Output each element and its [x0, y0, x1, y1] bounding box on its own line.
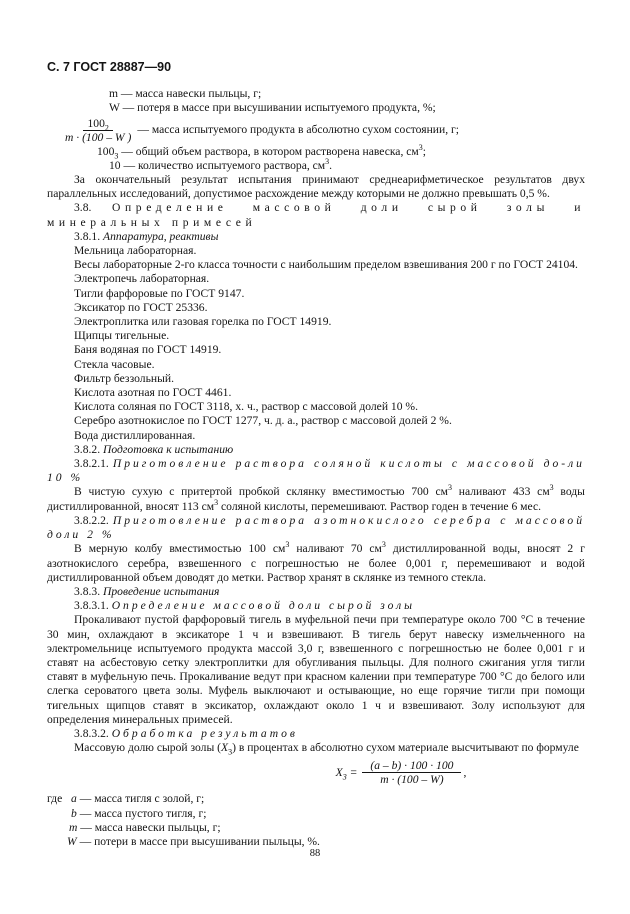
equipment-item: Кислота соляная по ГОСТ 3118, х. ч., раствор с массовой долей 10 %.: [74, 400, 418, 414]
final-result-paragraph: За окончательный результат испытания принимают среднеарифметическое результатов двух параллельных исследований, допустимое расхождение между которыми не должно превышать 0,5 %.: [47, 173, 585, 201]
paragraph-3-8-3-2: Массовую долю сырой золы $(X_3)$ в процентах в абсолютно сухом материале высчитывают по формуле: [74, 741, 579, 757]
section-3-8-3-2-heading: 3.8.3.2. Обработка результатов: [74, 726, 298, 740]
fraction-definition: [61, 117, 585, 144]
def-w: W — потеря в массе при высушивании испытуемого продукта, %;: [109, 101, 436, 115]
page-header: С. 7 ГОСТ 28887—90: [47, 60, 172, 74]
mass-fraction: $\frac{100_2}{m \cdot (100 - W )}$: [65, 116, 132, 144]
paragraph-3-8-3-1: Прокаливают пустой фарфоровый тигель в муфельной печи при температуре около 700 °С в течение 30 мин, охлаждают в эксикаторе 1 ч и взвешивают. В тигель берут навеску измельченного на электромельнице испытуемого продукта массой 3,0 г, взвешенного с погрешностью не более 0,001 г и ставят на асбестовую сетку электроплитки для обугливания пыльцы. Для полного сжигания угля тигли ставят в муфельную печь. Прокаливание ведут при красном калении при температуре 700 °С до белого или слегка сероватого цвета золы. Муфель выключают и остывающие, но еще горячие тигли при помощи тигельных щипцов ставят в эксикатор, охлаждают около 1 ч и взвешивают. Золу используют для определения минеральных примесей.: [47, 613, 585, 726]
equipment-item: Вода дистиллированная.: [74, 428, 196, 442]
document-page: [47, 60, 585, 849]
equipment-item: Эксикатор по ГОСТ 25336.: [74, 300, 208, 314]
fraction-def-text: — масса испытуемого продукта в абсолютно сухом состоянии, г;: [137, 123, 459, 136]
section-3-8-2-1-heading: 3.8.2.1. Приготовление раствора соляной кислоты с массовой до-ли 10 %: [47, 457, 585, 485]
page-number: 88: [309, 848, 321, 859]
variable-def: b — масса пустого тигля, г;: [71, 806, 207, 820]
equipment-item: Серебро азотнокислое по ГОСТ 1277, ч. д. а., раствор с массовой долей 2 %.: [74, 414, 452, 428]
paragraph-3-8-2-1: В чистую сухую с притертой пробкой склянку вместимостью 700 $см^3$ наливают 433 $см^3$ воды дистиллированной, вносят 113 $см^3$ соляной кислоты, перемешивают. Раствор годен в течение 6 мес.: [47, 483, 585, 513]
variable-def: m — масса навески пыльцы, г;: [69, 820, 221, 834]
equipment-item: Щипцы тигельные.: [74, 329, 170, 343]
equipment-item: Электропечь лабораторная.: [74, 272, 210, 286]
section-3-8-2-heading: 3.8.2. Подготовка к испытанию: [74, 442, 234, 456]
section-3-8-3-1-heading: 3.8.3.1. Определение массовой доли сырой золы: [74, 599, 416, 613]
def-m: m — масса навески пыльцы, г;: [109, 87, 262, 101]
equipment-item: Тигли фарфоровые по ГОСТ 9147.: [74, 286, 245, 300]
section-3-8-3-heading: 3.8.3. Проведение испытания: [74, 584, 220, 598]
variable-def: где a — масса тигля с золой, г;: [47, 792, 205, 806]
formula-lhs: $X_3$ =: [335, 765, 361, 782]
equipment-item: Мельница лабораторная.: [74, 244, 197, 258]
section-3-8-1-heading: 3.8.1. Аппаратура, реактивы: [74, 229, 219, 243]
equipment-list: [47, 244, 585, 443]
section-3-8-2-2-heading: 3.8.2.2. Приготовление раствора азотнокислого серебра с массовой доли 2 %: [47, 513, 585, 542]
paragraph-3-8-2-2: В мерную колбу вместимостью 100 $см^3$ наливают 70 $см^3$ дистиллированной воды, вносят 2 г азотнокислого серебра, взвешенного с погрешностью не более 0,001 г, перемешивают и водой дистиллированной объем доводят до метки. Раствор хранят в склянке из темного стекла.: [47, 540, 585, 584]
variable-def: W — потери в массе при высушивании пыльцы, %.: [67, 834, 320, 848]
equipment-item: Электроплитка или газовая горелка по ГОСТ 14919.: [74, 315, 332, 329]
equipment-item: Весы лабораторные 2-го класса точности с наибольшим пределом взвешивания 200 г по ГОСТ 24104.: [74, 258, 578, 272]
equipment-item: Кислота азотная по ГОСТ 4461.: [74, 386, 232, 400]
def-10: 10 — количество испытуемого раствора, $см^3$.: [109, 156, 333, 172]
equipment-item: Стекла часовые.: [74, 357, 155, 371]
ash-formula: $X_3$ = $\frac{(a - b) \cdot 100 \cdot 100}{m \cdot (100 - W)}$ ,: [335, 759, 467, 787]
formula-fraction: $\frac{(a - b) \cdot 100 \cdot 100}{m \cdot (100 - W)}$: [362, 759, 461, 786]
def-1003: $100_3$ — общий объем раствора, в котором растворена навеска, $см^3$;: [97, 142, 426, 160]
equipment-item: Фильтр беззольный.: [74, 371, 174, 385]
variable-definitions: [47, 792, 585, 849]
equipment-item: Баня водяная по ГОСТ 14919.: [74, 343, 222, 357]
section-3-8-heading: 3.8. Определение массовой доли сырой золы и минеральных примесей: [47, 201, 585, 229]
